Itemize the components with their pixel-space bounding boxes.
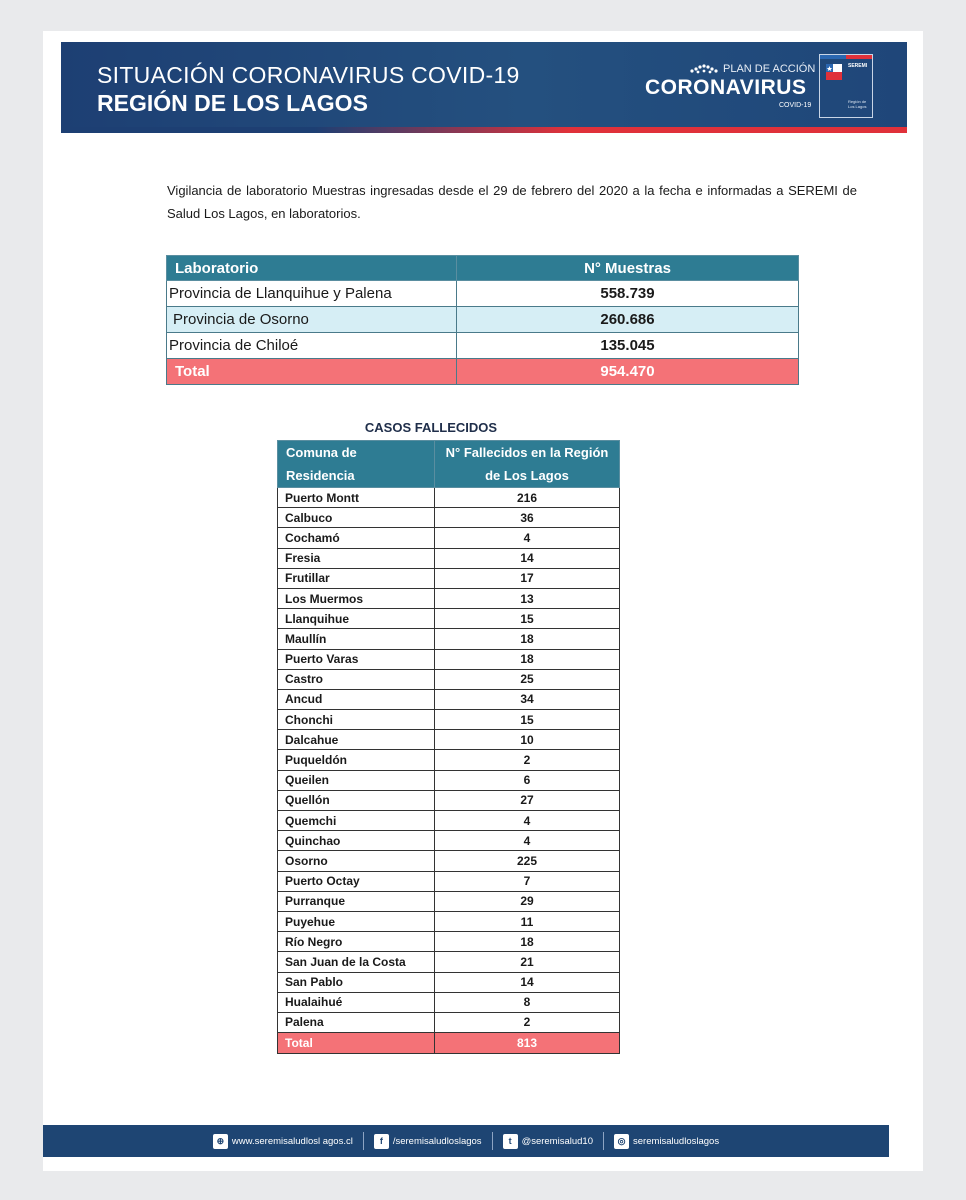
fallecidos-value: 11	[435, 911, 620, 931]
table-header-row	[278, 441, 620, 488]
comuna-name: San Juan de la Costa	[278, 952, 435, 972]
comuna-name: Quellón	[278, 790, 435, 810]
comuna-name: Puqueldón	[278, 750, 435, 770]
facebook-icon: f	[374, 1134, 389, 1149]
lab-name: Provincia de Chiloé	[167, 333, 457, 359]
table-row	[278, 972, 620, 992]
fallecidos-value: 15	[435, 609, 620, 629]
fallecidos-value: 8	[435, 992, 620, 1012]
fallecidos-value: 10	[435, 730, 620, 750]
comuna-name: Cochamó	[278, 528, 435, 548]
document-page	[43, 31, 923, 1171]
comuna-name: Castro	[278, 669, 435, 689]
comuna-name: Puerto Montt	[278, 488, 435, 508]
comuna-name: Osorno	[278, 851, 435, 871]
seremi-logo	[819, 54, 873, 118]
total-value: 954.470	[457, 359, 799, 385]
comuna-name: Maullín	[278, 629, 435, 649]
comuna-name: Los Muermos	[278, 588, 435, 608]
footer-link[interactable]	[493, 1134, 603, 1149]
footer-link-text: @seremisalud10	[521, 1135, 593, 1147]
total-label: Total	[167, 359, 457, 385]
fallecidos-value: 14	[435, 548, 620, 568]
table-row	[167, 333, 799, 359]
fallecidos-value: 225	[435, 851, 620, 871]
fallecidos-value: 4	[435, 811, 620, 831]
footer-link-text: seremisaludloslagos	[633, 1135, 720, 1147]
col-header-fallecidos: N° Fallecidos en la Región de Los Lagos	[435, 441, 620, 488]
table-row	[278, 952, 620, 972]
lab-value: 260.686	[457, 307, 799, 333]
comuna-name: Quemchi	[278, 811, 435, 831]
fallecidos-value: 4	[435, 831, 620, 851]
footer-bar	[43, 1125, 889, 1157]
twitter-icon: t	[503, 1134, 518, 1149]
fallecidos-value: 2	[435, 1012, 620, 1032]
table-row	[278, 831, 620, 851]
header-banner	[61, 42, 907, 132]
deaths-table	[277, 440, 620, 1054]
footer-link[interactable]	[604, 1134, 729, 1149]
footer-link[interactable]	[203, 1134, 363, 1149]
comuna-name: Palena	[278, 1012, 435, 1032]
table-row	[278, 911, 620, 931]
comuna-name: Calbuco	[278, 508, 435, 528]
table-row	[278, 588, 620, 608]
fallecidos-value: 6	[435, 770, 620, 790]
table-row	[278, 488, 620, 508]
col-header-muestras: N° Muestras	[457, 256, 799, 281]
table-row	[278, 750, 620, 770]
fallecidos-value: 18	[435, 649, 620, 669]
lab-samples-table	[166, 255, 799, 385]
comuna-name: Puerto Octay	[278, 871, 435, 891]
shield-icon	[824, 62, 844, 82]
fallecidos-value: 25	[435, 669, 620, 689]
fallecidos-value: 34	[435, 689, 620, 709]
table-row	[278, 770, 620, 790]
fallecidos-value: 18	[435, 932, 620, 952]
comuna-name: Puyehue	[278, 911, 435, 931]
fallecidos-value: 13	[435, 588, 620, 608]
fallecidos-value: 15	[435, 710, 620, 730]
fallecidos-value: 4	[435, 528, 620, 548]
comuna-name: Llanquihue	[278, 609, 435, 629]
comuna-name: Queilen	[278, 770, 435, 790]
table-row	[278, 790, 620, 810]
fallecidos-value: 36	[435, 508, 620, 528]
table-row	[278, 689, 620, 709]
fallecidos-value: 18	[435, 629, 620, 649]
comuna-name: Río Negro	[278, 932, 435, 952]
logo-sub: Región de Los Lagos	[848, 99, 867, 109]
table-row	[278, 992, 620, 1012]
comuna-name: Chonchi	[278, 710, 435, 730]
lab-value: 135.045	[457, 333, 799, 359]
logo-text: SEREMI	[848, 63, 868, 69]
fallecidos-value: 14	[435, 972, 620, 992]
table-row	[278, 811, 620, 831]
plan-label: PLAN DE ACCIÓN	[723, 63, 816, 75]
table-row	[278, 871, 620, 891]
table-row	[278, 568, 620, 588]
comuna-name: Fresia	[278, 548, 435, 568]
comuna-name: Purranque	[278, 891, 435, 911]
table-row	[278, 851, 620, 871]
total-value: 813	[435, 1033, 620, 1054]
table-row	[278, 891, 620, 911]
fallecidos-value: 29	[435, 891, 620, 911]
fallecidos-value: 17	[435, 568, 620, 588]
comuna-name: San Pablo	[278, 972, 435, 992]
table-row	[278, 528, 620, 548]
table-row	[278, 730, 620, 750]
intro-text: Vigilancia de laboratorio Muestras ingresadas desde el 29 de febrero del 2020 a la fecha e informadas a SEREMI de Salud Los Lagos, en laboratorios.	[167, 183, 857, 221]
col-header-laboratorio: Laboratorio	[167, 256, 457, 281]
header-accent-line	[61, 127, 907, 133]
lab-name: Provincia de Osorno	[167, 307, 457, 333]
covid-sub: COVID-19	[779, 102, 812, 109]
comuna-name: Quinchao	[278, 831, 435, 851]
fallecidos-value: 21	[435, 952, 620, 972]
header-title-line1: SITUACIÓN CORONAVIRUS COVID-19	[97, 62, 520, 88]
total-row	[278, 1033, 620, 1054]
crowd-icon	[689, 62, 719, 76]
table-row	[278, 609, 620, 629]
col-header-comuna: Comuna de Residencia	[278, 441, 435, 488]
comuna-name: Puerto Varas	[278, 649, 435, 669]
table-row	[278, 669, 620, 689]
header-title-line2: REGIÓN DE LOS LAGOS	[97, 90, 368, 116]
lab-value: 558.739	[457, 281, 799, 307]
table-row	[278, 508, 620, 528]
table-row	[278, 629, 620, 649]
table-row	[278, 649, 620, 669]
globe-icon: ⊕	[213, 1134, 228, 1149]
footer-link-text: /seremisaludloslagos	[392, 1135, 482, 1147]
comuna-name: Ancud	[278, 689, 435, 709]
footer-link[interactable]	[364, 1134, 492, 1149]
total-row	[167, 359, 799, 385]
table-row	[278, 932, 620, 952]
table-row	[167, 281, 799, 307]
fallecidos-value: 7	[435, 871, 620, 891]
table-header-row	[167, 256, 799, 281]
table-row	[278, 548, 620, 568]
table-row	[278, 710, 620, 730]
table-row	[278, 1012, 620, 1032]
fallecidos-value: 27	[435, 790, 620, 810]
table-row	[167, 307, 799, 333]
comuna-name: Hualaihué	[278, 992, 435, 1012]
footer-link-text: www.seremisaludlosl agos.cl	[231, 1135, 353, 1147]
fallecidos-value: 216	[435, 488, 620, 508]
comuna-name: Dalcahue	[278, 730, 435, 750]
deaths-title: CASOS FALLECIDOS	[364, 420, 498, 435]
fallecidos-value: 2	[435, 750, 620, 770]
instagram-icon: ◎	[614, 1134, 629, 1149]
total-label: Total	[278, 1033, 435, 1054]
coronavirus-brand: CORONAVIRUS	[645, 76, 807, 99]
lab-name: Provincia de Llanquihue y Palena	[167, 281, 457, 307]
comuna-name: Frutillar	[278, 568, 435, 588]
